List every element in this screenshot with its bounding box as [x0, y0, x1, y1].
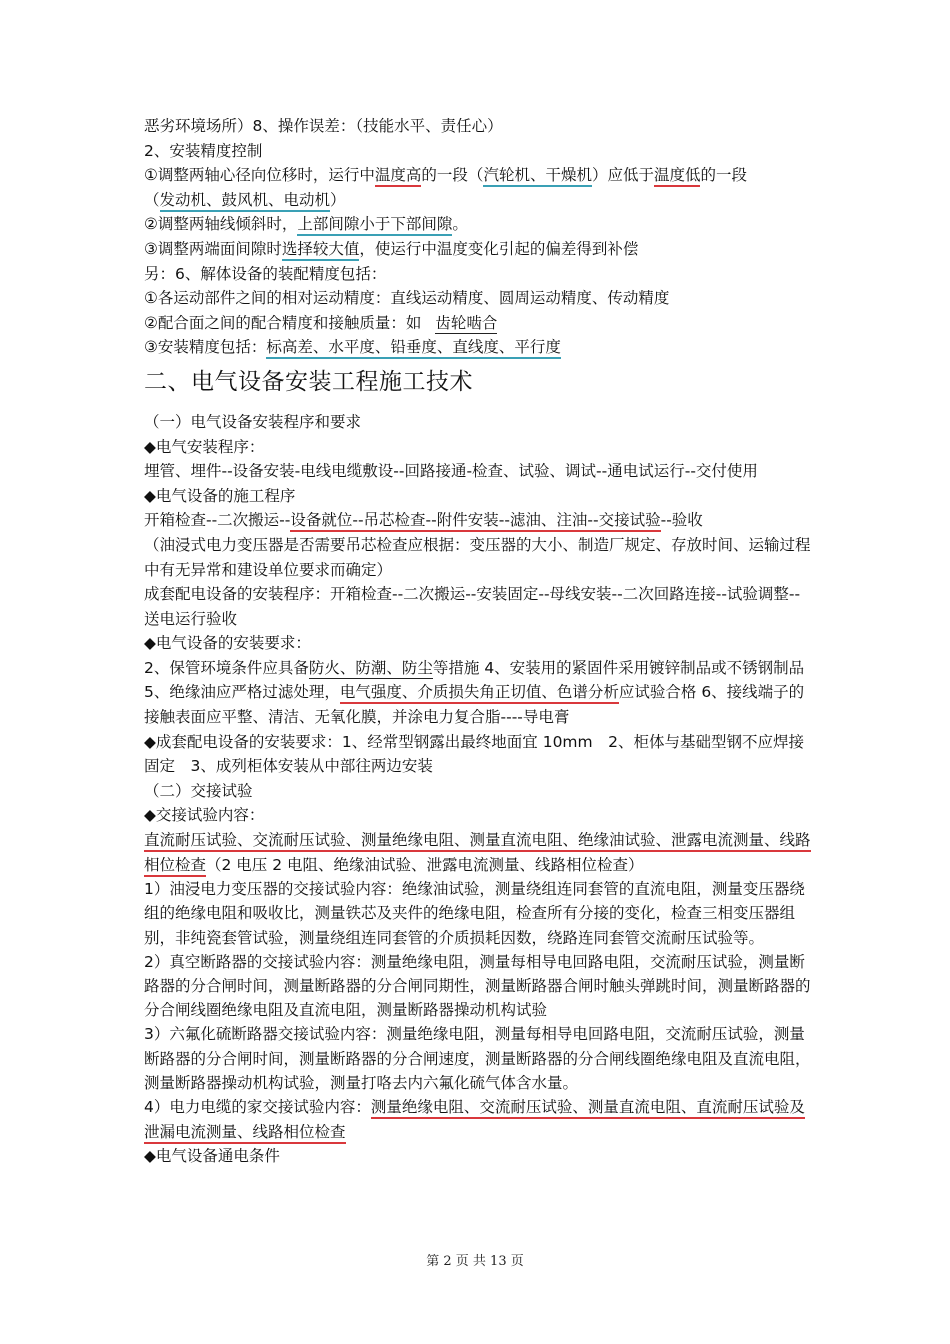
- document-body: [144, 114, 812, 1169]
- text-line: ③安装精度包括：标高差、水平度、铅垂度、直线度、平行度: [144, 335, 812, 360]
- underlined-term: 发动机、鼓风机、电动机: [160, 191, 331, 212]
- text-line: 开箱检查--二次搬运--设备就位--吊芯检查--附件安装--滤油、注油--交接试验--验收: [144, 508, 812, 533]
- text-line: （发动机、鼓风机、电动机）: [144, 188, 812, 213]
- underlined-term: 电气强度、介质损失角正切值、色谱分析: [340, 683, 619, 704]
- bullet-heading: ◆电气设备通电条件: [144, 1147, 280, 1166]
- paragraph: 3）六氟化硫断路器交接试验内容：测量绝缘电阻，测量每相导电回路电阻，交流耐压试验，测量断路器的分合闸时间，测量断路器的分合闸速度，测量断路器的分合闸线圈绝缘电阻及直流电阻，测量断路器操动机构试验，测量打咯去内六氟化硫气体含水量。: [144, 1025, 811, 1092]
- text-line: ①各运动部件之间的相对运动精度：直线运动精度、圆周运动精度、传动精度: [144, 289, 670, 308]
- underlined-term: 选择较大值: [282, 240, 360, 261]
- text-line: ③调整两端面间隙时选择较大值，使运行中温度变化引起的偏差得到补偿: [144, 237, 812, 262]
- section-heading: 二、电气设备安装工程施工技术: [144, 368, 473, 395]
- underlined-term: 温度高: [375, 166, 422, 187]
- underlined-term: 汽轮机、干燥机: [483, 166, 592, 187]
- bullet-heading: ◆电气设备的施工程序: [144, 486, 296, 505]
- text-line: ②配合面之间的配合精度和接触质量：如 齿轮啮合: [144, 313, 498, 332]
- page-footer: 第 2 页 共 13 页: [426, 1254, 524, 1269]
- paragraph: 成套配电设备的安装程序：开箱检查--二次搬运--安装固定--母线安装--二次回路连接--试验调整--送电运行验收: [144, 585, 801, 628]
- text-line: 恶劣环境场所）8、操作误差：（技能水平、责任心）: [144, 117, 503, 135]
- underlined-term: 温度低: [654, 166, 701, 187]
- paragraph: （油浸式电力变压器是否需要吊芯检查应根据：变压器的大小、制造厂规定、存放时间、运输过程中有无异常和建设单位要求而确定）: [144, 535, 811, 579]
- bullet-heading: ◆电气安装程序：: [144, 437, 265, 456]
- paragraph: 2）真空断路器的交接试验内容：测量绝缘电阻，测量每相导电回路电阻，交流耐压试验，测量断路器的分合闸时间，测量断路器的分合闸同期性，测量断路器合闸时触头弹跳时间，测量断路器的分合闸线圈绝缘电阻及直流电阻，测量断路器操动机构试验: [144, 952, 811, 1020]
- bullet-heading: ◆电气设备的安装要求：: [144, 634, 311, 653]
- subsection-title: （一）电气设备安装程序和要求: [144, 412, 362, 431]
- underlined-term: 标高差、水平度、铅垂度、直线度、平行度: [266, 338, 561, 359]
- text-line: 埋管、埋件--设备安装-电线电缆敷设--回路接通-检查、试验、调试--通电试运行--交付使用: [144, 462, 758, 481]
- underlined-term: 齿轮啮合: [435, 313, 498, 332]
- underlined-term: 设备就位--吊芯检查--附件安装--滤油、注油--交接试验: [290, 511, 660, 532]
- underlined-term: 防火、防潮、防尘: [308, 658, 433, 677]
- text-line: ①调整两轴心径向位移时，运行中温度高的一段（汽轮机、干燥机）应低于温度低的一段: [144, 163, 812, 188]
- bullet-heading: ◆交接试验内容：: [144, 806, 265, 825]
- underlined-term: 上部间隙小于下部间隙: [297, 215, 452, 236]
- text-line: ②调整两轴线倾斜时，上部间隙小于下部间隙。: [144, 212, 812, 237]
- underlined-term: 直流耐压试验、交流耐压试验、测量绝缘电阻、测量直流电阻、绝缘油试验、泄露电流测量、线路相位检查: [144, 831, 811, 877]
- paragraph: 1）油浸电力变压器的交接试验内容：绝缘油试验，测量绕组连同套管的直流电阻，测量变压器绕组的绝缘电阻和吸收比，测量铁芯及夹件的绝缘电阻，检查所有分接的变化，检查三相变压器组别，非纯瓷套管试验，测量绕组连同套管的介质损耗因数，绕路连同套管交流耐压试验等。: [144, 880, 805, 947]
- paragraph: 直流耐压试验、交流耐压试验、测量绝缘电阻、测量直流电阻、绝缘油试验、泄露电流测量、线路相位检查（2 电压 2 电阻、绝缘油试验、泄露电流测量、线路相位检查）: [144, 828, 812, 877]
- underlined-term: 测量绝缘电阻、交流耐压试验、测量直流电阻、直流耐压试验及泄漏电流测量、线路相位检查: [144, 1098, 805, 1144]
- text-line: 2、安装精度控制: [144, 141, 263, 160]
- subsection-title: （二）交接试验: [144, 781, 253, 800]
- paragraph: ◆成套配电设备的安装要求：1、经常型钢露出最终地面宜 10mm 2、柜体与基础型钢不应焊接固定 3、成列柜体安装从中部往两边安装: [144, 732, 804, 776]
- paragraph: 2、保管环境条件应具备防火、防潮、防尘等措施 4、安装用的紧固件采用镀锌制品或不锈钢制品 5、绝缘油应严格过滤处理，电气强度、介质损失角正切值、色谱分析应试验合格 6、接线端子的接触表面应平整、清洁、无氧化膜，并涂电力复合脂----导电膏: [144, 658, 805, 727]
- paragraph: 4）电力电缆的家交接试验内容：测量绝缘电阻、交流耐压试验、测量直流电阻、直流耐压试验及泄漏电流测量、线路相位检查: [144, 1095, 812, 1144]
- text-line: 另：6、解体设备的装配精度包括：: [144, 264, 387, 283]
